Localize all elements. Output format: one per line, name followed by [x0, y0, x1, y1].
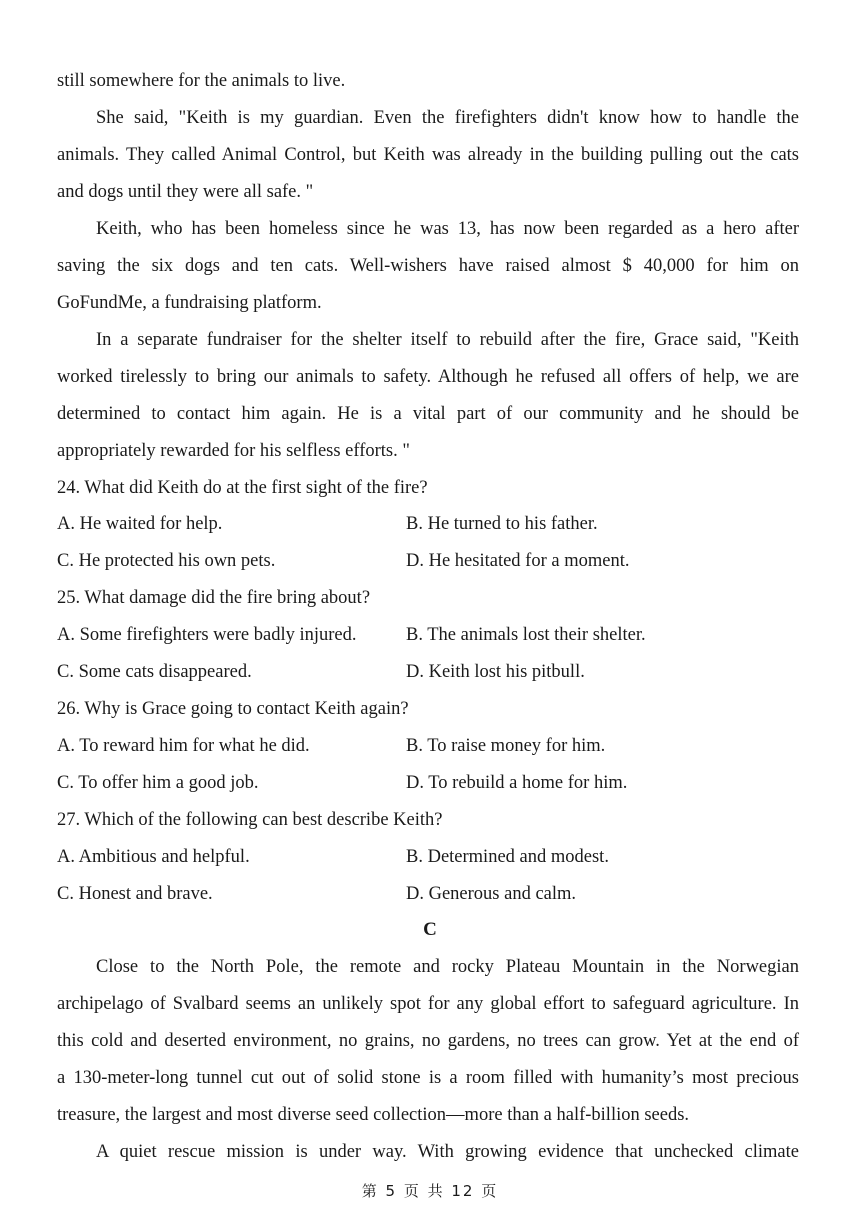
page-number-footer: 第 5 页 共 12 页 [361, 1182, 499, 1200]
passage-line: She said, "Keith is my guardian. Even the firefighters didn't know how to handle the [96, 108, 799, 128]
passage-line: this cold and deserted environment, no grains, no gardens, no trees can grow. Yet at the end of [57, 1031, 799, 1051]
passage-line: Close to the North Pole, the remote and rocky Plateau Mountain in the Norwegian [96, 957, 799, 977]
option-a: A. Some firefighters were badly injured. [57, 625, 357, 645]
passage-line: Keith, who has been homeless since he was 13, has now been regarded as a hero after [96, 219, 799, 239]
option-b: B. To raise money for him. [406, 736, 606, 756]
passage-line: a 130-meter-long tunnel cut out of solid stone is a room filled with humanity’s most precious [57, 1068, 799, 1088]
passage-line: GoFundMe, a fundraising platform. [57, 293, 322, 313]
option-b: B. Determined and modest. [406, 847, 609, 867]
option-c: C. To offer him a good job. [57, 773, 259, 793]
passage-line: saving the six dogs and ten cats. Well-wishers have raised almost $ 40,000 for him on [57, 256, 799, 276]
question-stem: 24. What did Keith do at the first sight of the fire? [57, 478, 428, 498]
option-d: D. Generous and calm. [406, 884, 577, 904]
option-a: A. Ambitious and helpful. [57, 847, 250, 867]
passage-line: archipelago of Svalbard seems an unlikely spot for any global effort to safeguard agriculture. In [57, 994, 799, 1014]
option-b: B. He turned to his father. [406, 514, 598, 534]
passage-line: In a separate fundraiser for the shelter itself to rebuild after the fire, Grace said, "Keith [96, 330, 799, 350]
option-a: A. To reward him for what he did. [57, 736, 310, 756]
option-c: C. He protected his own pets. [57, 551, 276, 571]
passage-line: determined to contact him again. He is a vital part of our community and he should be [57, 404, 799, 424]
section-heading: C [423, 919, 437, 940]
option-c: C. Honest and brave. [57, 884, 213, 904]
passage-line: A quiet rescue mission is under way. With growing evidence that unchecked climate [96, 1142, 799, 1162]
option-d: D. He hesitated for a moment. [406, 551, 630, 571]
option-c: C. Some cats disappeared. [57, 662, 252, 682]
question-stem: 25. What damage did the fire bring about? [57, 588, 371, 608]
passage-line: still somewhere for the animals to live. [57, 71, 346, 91]
question-stem: 27. Which of the following can best describe Keith? [57, 810, 443, 830]
passage-line: treasure, the largest and most diverse seed collection—more than a half-billion seeds. [57, 1105, 690, 1125]
option-d: D. Keith lost his pitbull. [406, 662, 585, 682]
option-d: D. To rebuild a home for him. [406, 773, 628, 793]
option-a: A. He waited for help. [57, 514, 223, 534]
option-b: B. The animals lost their shelter. [406, 625, 646, 645]
passage-line: worked tirelessly to bring our animals to safety. Although he refused all offers of help, we are [57, 367, 799, 387]
passage-line: and dogs until they were all safe. " [57, 182, 314, 202]
passage-line: animals. They called Animal Control, but Keith was already in the building pulling out the cats [57, 145, 799, 165]
question-stem: 26. Why is Grace going to contact Keith again? [57, 699, 409, 719]
passage-line: appropriately rewarded for his selfless efforts. " [57, 441, 410, 461]
